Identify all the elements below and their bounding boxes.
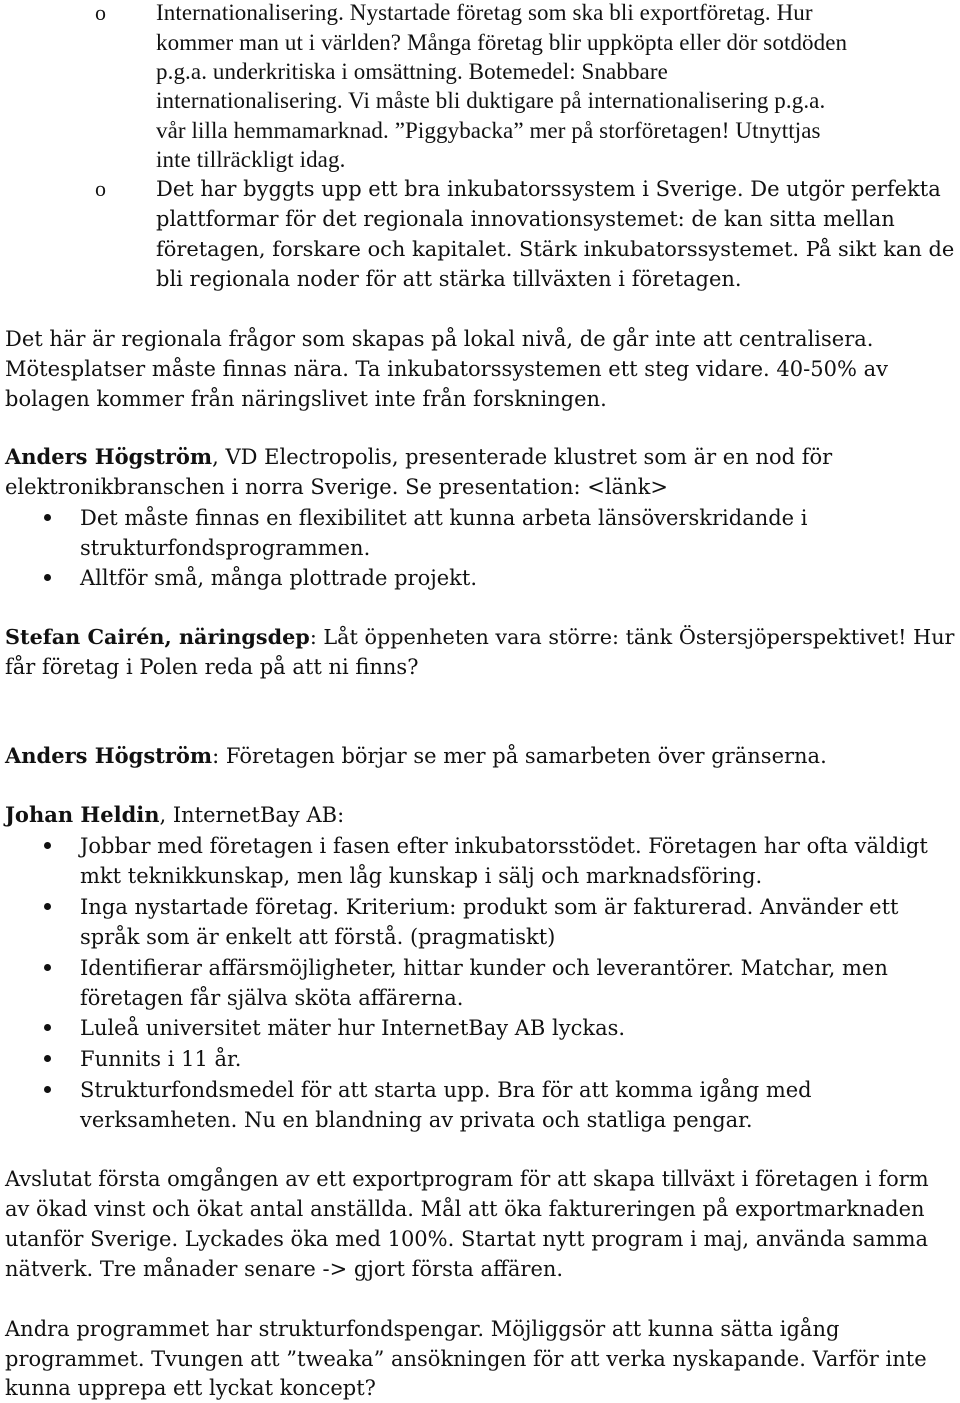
text-line: p.g.a. underkritiska i omsättning. Botemedel: Snabbare xyxy=(156,59,668,84)
text-line: programmet. Tvungen att ”tweaka” ansökningen för att verka nyskapande. Varför inte xyxy=(5,1347,927,1371)
bullet-marker xyxy=(44,514,51,521)
bullet-text-line: företagen får själva sköta affärerna. xyxy=(80,986,464,1010)
speaker-text: , VD Electropolis, presenterade klustret som är en nod för xyxy=(212,445,833,469)
bullet-text-line: Det måste finnas en flexibilitet att kunna arbeta länsöverskridande i xyxy=(80,506,808,530)
text-line: kommer man ut i världen? Många företag blir uppköpta eller dör sotdöden xyxy=(156,30,848,55)
text-line: elektronikbranschen i norra Sverige. Se presentation: <länk> xyxy=(5,475,668,499)
sub-bullet-marker: o xyxy=(95,0,106,25)
bullet-text-line: språk som är enkelt att förstå. (pragmatiskt) xyxy=(80,925,556,949)
bullet-text-line: Jobbar med företagen i fasen efter inkubatorsstödet. Företagen har ofta väldigt xyxy=(80,834,928,858)
bullet-marker xyxy=(44,574,51,581)
bullet-text-line: Strukturfondsmedel för att starta upp. Bra för att komma igång med xyxy=(80,1078,812,1102)
text-line xyxy=(5,800,344,830)
bullet-text-line: strukturfondsprogrammen. xyxy=(80,536,371,560)
text-line: företagen, forskare och kapitalet. Stärk inkubatorssystemet. På sikt kan de xyxy=(156,237,955,261)
text-line: av ökad vinst och ökat antal anställda. Mål att öka faktureringen på exportmarknaden xyxy=(5,1197,925,1221)
text-line: får företag i Polen reda på att ni finns? xyxy=(5,655,419,679)
bullet-text-line: Alltför små, många plottrade projekt. xyxy=(80,566,478,590)
text-line: vår lilla hemmamarknad. ”Piggybacka” mer på storföretagen! Utnyttjas xyxy=(156,118,821,143)
text-line: inte tillräckligt idag. xyxy=(156,147,346,172)
bullet-marker xyxy=(44,1055,51,1062)
text-line: internationalisering. Vi måste bli duktigare på internationalisering p.g.a. xyxy=(156,88,826,113)
text-line: plattformar för det regionala innovationsystemet: de kan sitta mellan xyxy=(156,207,895,231)
speaker-name: Johan Heldin xyxy=(5,802,160,827)
bullet-text-line: verksamheten. Nu en blandning av privata och statliga pengar. xyxy=(80,1108,753,1132)
speaker-text: : Företagen börjar se mer på samarbeten över gränserna. xyxy=(212,744,827,768)
bullet-marker xyxy=(44,842,51,849)
text-line: utanför Sverige. Lyckades öka med 100%. Startat nytt program i maj, använda samma xyxy=(5,1227,929,1251)
bullet-marker xyxy=(44,1086,51,1093)
bullet-text-line: Inga nystartade företag. Kriterium: produkt som är fakturerad. Använder ett xyxy=(80,895,899,919)
text-line: Andra programmet har strukturfondspengar. Möjliggsör att kunna sätta igång xyxy=(5,1317,840,1341)
text-line: nätverk. Tre månader senare -> gjort första affären. xyxy=(5,1257,564,1281)
sub-bullet-marker: o xyxy=(95,176,106,201)
bullet-text-line: Identifierar affärsmöjligheter, hittar kunder och leverantörer. Matchar, men xyxy=(80,956,888,980)
speaker-name: Anders Högström xyxy=(5,743,213,768)
bullet-marker xyxy=(44,964,51,971)
text-line: Det här är regionala frågor som skapas på lokal nivå, de går inte att centralisera. xyxy=(5,327,874,351)
bullet-text-line: Luleå universitet mäter hur InternetBay AB lyckas. xyxy=(80,1016,626,1040)
text-line: Internationalisering. Nystartade företag som ska bli exportföretag. Hur xyxy=(156,0,813,25)
text-line xyxy=(5,442,832,472)
speaker-text: : Låt öppenheten vara större: tänk Östersjöperspektivet! Hur xyxy=(309,625,955,649)
text-line: kunna upprepa ett lyckat koncept? xyxy=(5,1376,376,1400)
text-line: Avslutat första omgången av ett exportprogram för att skapa tillväxt i företagen i form xyxy=(5,1167,929,1191)
speaker-name: Stefan Cairén, näringsdep xyxy=(5,625,310,649)
speaker-name: Anders Högström xyxy=(5,444,213,469)
bullet-text-line: Funnits i 11 år. xyxy=(80,1047,242,1071)
text-line xyxy=(5,741,827,771)
text-line: bli regionala noder för att stärka tillväxten i företagen. xyxy=(156,267,742,291)
bullet-text-line: mkt teknikkunskap, men låg kunskap i sälj och marknadsföring. xyxy=(80,864,763,888)
bullet-marker xyxy=(44,903,51,910)
text-line: Mötesplatser måste finnas nära. Ta inkubatorssystemen ett steg vidare. 40-50% av xyxy=(5,357,888,381)
speaker-text: , InternetBay AB: xyxy=(159,803,345,827)
text-line xyxy=(5,622,954,652)
bullet-marker xyxy=(44,1024,51,1031)
text-line: bolagen kommer från näringslivet inte från forskningen. xyxy=(5,387,607,411)
text-line: Det har byggts upp ett bra inkubatorssystem i Sverige. De utgör perfekta xyxy=(156,177,941,201)
